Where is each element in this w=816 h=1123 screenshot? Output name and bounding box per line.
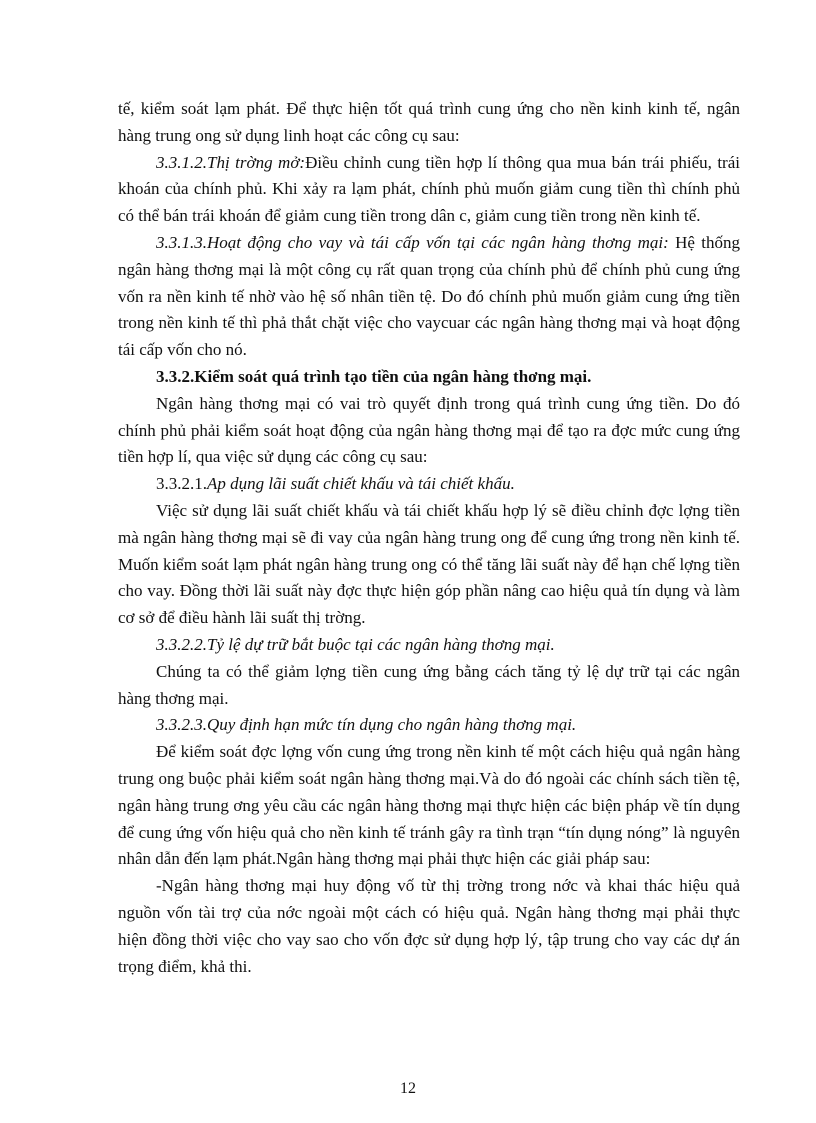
paragraph-lending — [118, 230, 740, 364]
paragraph-discount-rate: Việc sử dụng lãi suất chiết khấu và tái chiết khấu hợp lý sẽ điều chỉnh đợc lợng tiền mà ngân hàng thơng mại sẽ đi vay của ngân hàng trung ong để cung ứng trong nền kinh tế. Muốn kiểm soát lạm phát ngân hàng trung ong có thể tăng lãi suất này để hạn chế lợng tiền cho vay. Đồng thời lãi suất này đợc thực hiện góp phần nâng cao hiệu quả tín dụng và làm cơ sở để điều hành lãi suất thị trờng. — [118, 500, 740, 628]
section-heading-3-3-2: 3.3.2.Kiểm soát quá trình tạo tiền của ngân hàng thơng mại. — [156, 366, 592, 386]
subsection-heading-3-3-2-3: 3.3.2.3.Quy định hạn mức tín dụng cho ngân hàng thơng mại. — [156, 715, 577, 735]
paragraph-lending-body: Hệ thống ngân hàng thơng mại là một công cụ rất quan trọng của chính phủ để chính phủ cung ứng vốn ra nền kinh tế nhờ vào hệ số nhân tiền tệ. Do đó chính phủ muốn giảm cung ứng tiền trong nền kinh tế thì phả thắt chặt việc cho vaycuar các ngân hàng thơng mại và hoạt động tái cấp vốn cho nó. — [118, 232, 740, 360]
page-number: 12 — [400, 1080, 416, 1097]
paragraph-solutions: -Ngân hàng thơng mại huy động vố từ thị trờng trong nớc và khai thác hiệu quả nguồn vốn tài trợ của nớc ngoài một cách có hiệu quả. Ngân hàng thơng mại phải thực hiện đồng thời việc cho vay sao cho vốn đợc sử dụng hợp lý, tập trung cho vay các dự án trọng điểm, khả thi. — [118, 876, 740, 976]
subsection-title-3-3-2-1: Ap dụng lãi suất chiết khấu và tái chiết khấu. — [207, 474, 515, 494]
paragraph-credit-limit: Để kiểm soát đợc lợng vốn cung ứng trong nền kinh tế một cách hiệu quả ngân hàng trung ong buộc phải kiểm soát ngân hàng thơng mại.Và do đó ngoài các chính sách tiền tệ, ngân hàng trung ơng yêu cầu các ngân hàng thơng mại thực hiện các biện pháp về tín dụng để cung ứng vốn hiệu quả cho nền kinh tế tránh gây ra tình trạn “tín dụng nóng” là nguyên nhân dẫn đến lạm phát.Ngân hàng thơng mại phải thực hiện các giải pháp sau: — [118, 742, 740, 869]
paragraph-open-market-body: Điều chỉnh cung tiền hợp lí thông qua mua bán trái phiếu, trái khoán của chính phủ. Khi xảy ra lạm phát, chính phủ muốn giảm cung tiền thì chính phủ có thể bán trái khoán để giảm cung tiền trong dân c, giảm cung tiền trong nền kinh tế. — [118, 152, 740, 226]
page-body — [118, 96, 740, 980]
subsection-number-3-3-2-1: 3.3.2.1. — [156, 474, 207, 494]
paragraph-money-creation: Ngân hàng thơng mại có vai trò quyết định trong quá trình cung ứng tiền. Do đó chính phủ phải kiểm soát hoạt động của ngân hàng thơng mại để tạo ra đợc mức cung ứng tiền hợp lí, qua việc sử dụng các công cụ sau: — [118, 393, 740, 467]
paragraph-open-market — [118, 150, 740, 230]
subsection-heading-3-3-2-1 — [118, 471, 740, 498]
paragraph-continuation: tế, kiểm soát lạm phát. Để thực hiện tốt quá trình cung ứng cho nền kinh kinh tế, ngân hàng trung ong sử dụng linh hoạt các công cụ sau: — [118, 99, 740, 145]
subsection-heading-3-3-2-2: 3.3.2.2.Tỷ lệ dự trữ bắt buộc tại các ngân hàng thơng mại. — [156, 634, 555, 654]
subsection-heading-3-3-1-3: 3.3.1.3.Hoạt động cho vay và tái cấp vốn tại các ngân hàng thơng mại: — [156, 232, 669, 252]
subsection-heading-3-3-1-2: 3.3.1.2.Thị trờng mở: — [156, 152, 306, 172]
paragraph-reserve-ratio: Chúng ta có thể giảm lợng tiền cung ứng bằng cách tăng tỷ lệ dự trữ tại các ngân hàng thơng mại. — [118, 661, 740, 708]
